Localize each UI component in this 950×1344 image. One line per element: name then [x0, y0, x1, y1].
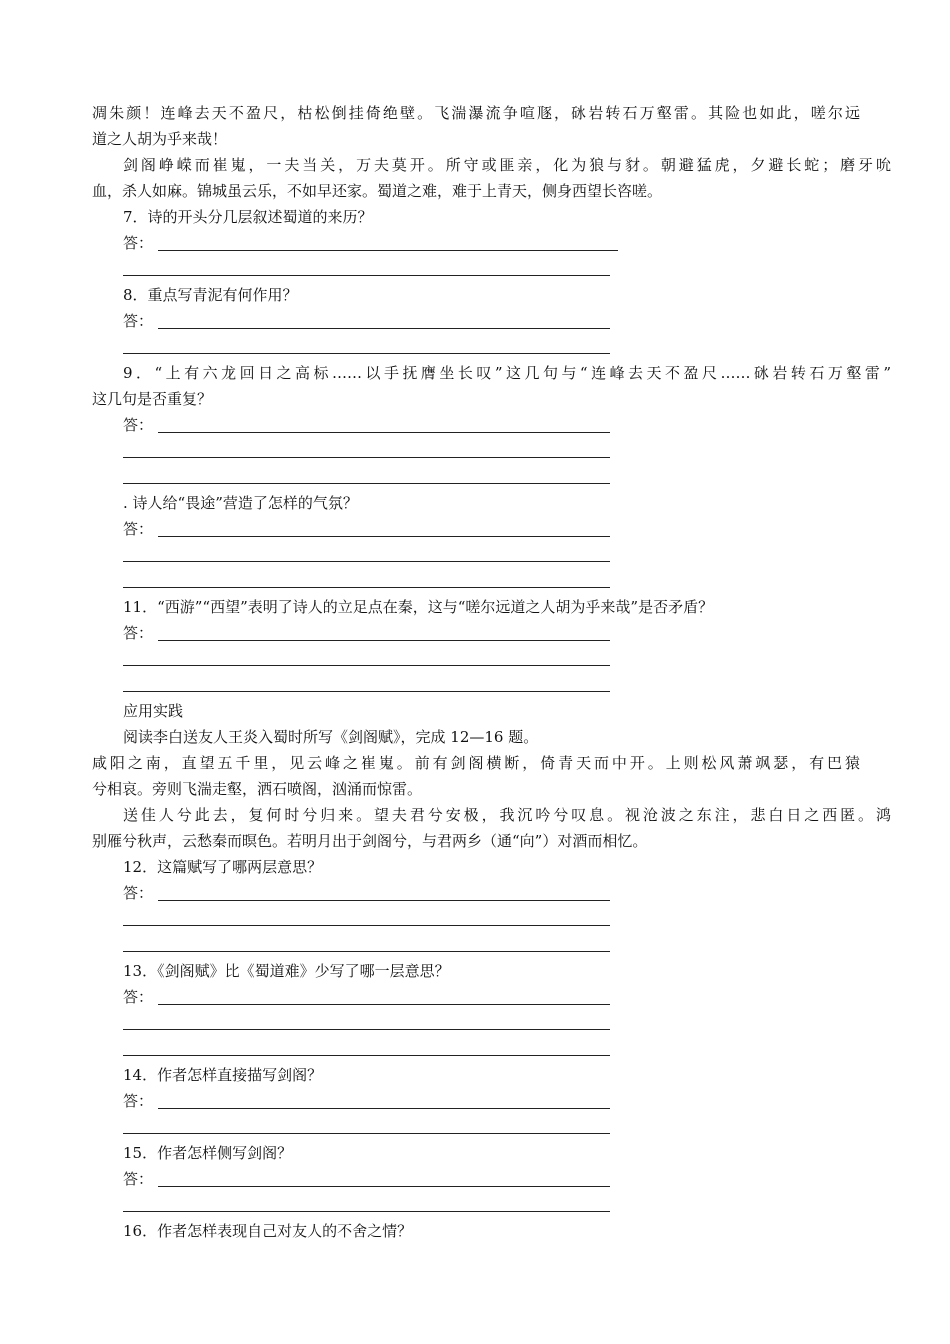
- answer-line-10b[interactable]: [123, 561, 610, 562]
- answer-label-11: 答：: [123, 624, 154, 642]
- fu-p1-line2: 兮相哀。旁则飞湍走壑，洒石喷阁，汹涌而惊雷。: [92, 780, 423, 798]
- question-13: 13．《剑阁赋》比《蜀道难》少写了哪一层意思？: [123, 962, 450, 980]
- answer-line-11b[interactable]: [123, 665, 610, 666]
- answer-line-15a[interactable]: [158, 1186, 610, 1187]
- answer-label-13: 答：: [123, 988, 154, 1006]
- fu-p1-line1: 咸阳之南，直望五千里，见云峰之崔嵬。前有剑阁横断，倚青天而中开。上则松风萧飒瑟，有巴猿: [92, 754, 860, 772]
- answer-line-12a[interactable]: [158, 900, 610, 901]
- question-9-line2: 这几句是否重复？: [92, 390, 213, 408]
- poem-p2-line1: 剑阁峥嵘而崔嵬，一夫当关，万夫莫开。所守或匪亲，化为狼与豺。朝避猛虎，夕避长蛇；磨牙吮: [123, 156, 891, 174]
- answer-line-8a[interactable]: [158, 328, 610, 329]
- answer-line-10c[interactable]: [123, 587, 610, 588]
- question-7: 7．诗的开头分几层叙述蜀道的来历？: [123, 208, 373, 226]
- answer-line-10a[interactable]: [158, 536, 610, 537]
- answer-line-9a[interactable]: [158, 432, 610, 433]
- answer-line-14b[interactable]: [123, 1133, 610, 1134]
- fu-p2-line1: 送佳人兮此去，复何时兮归来。望夫君兮安极，我沉吟兮叹息。视沧波之东注，悲白日之西匿。鸿: [123, 806, 891, 824]
- section-intro: 阅读李白送友人王炎入蜀时所写《剑阁赋》，完成 12—16 题。: [123, 728, 539, 746]
- question-8: 8．重点写青泥有何作用？: [123, 286, 298, 304]
- question-15: 15．作者怎样侧写剑阁？: [123, 1144, 293, 1162]
- question-14: 14．作者怎样直接描写剑阁？: [123, 1066, 323, 1084]
- section-heading: 应用实践: [123, 702, 184, 720]
- poem-p2-line2: 血，杀人如麻。锦城虽云乐，不如早还家。蜀道之难，难于上青天，侧身西望长咨嗟。: [92, 182, 663, 200]
- answer-label-12: 答：: [123, 884, 154, 902]
- answer-line-9b[interactable]: [123, 457, 610, 458]
- answer-label-9: 答：: [123, 416, 154, 434]
- question-11: 11．“西游”“西望”表明了诗人的立足点在秦，这与“嗟尔远道之人胡为乎来哉”是否矛盾？: [123, 598, 714, 616]
- question-9-line1: 9．“上有六龙回日之高标……以手抚膺坐长叹”这几句与“连峰去天不盈尺……砯岩转石万壑雷”: [123, 364, 891, 382]
- answer-label-10: 答：: [123, 520, 154, 538]
- answer-line-13a[interactable]: [158, 1004, 610, 1005]
- answer-label-7: 答：: [123, 234, 154, 252]
- answer-line-12b[interactable]: [123, 925, 610, 926]
- answer-line-13b[interactable]: [123, 1029, 610, 1030]
- answer-line-11a[interactable]: [158, 640, 610, 641]
- answer-label-14: 答：: [123, 1092, 154, 1110]
- answer-line-8b[interactable]: [123, 353, 610, 354]
- answer-label-8: 答：: [123, 312, 154, 330]
- poem-p1-line1: 凋朱颜！连峰去天不盈尺，枯松倒挂倚绝壁。飞湍瀑流争喧豗，砯岩转石万壑雷。其险也如此，嗟尔远: [92, 104, 860, 122]
- answer-line-14a[interactable]: [158, 1108, 610, 1109]
- question-10: . 诗人给“畏途”营造了怎样的气氛？: [123, 494, 358, 512]
- question-16: 16．作者怎样表现自己对友人的不舍之情？: [123, 1222, 413, 1240]
- answer-line-12c[interactable]: [123, 951, 610, 952]
- answer-line-13c[interactable]: [123, 1055, 610, 1056]
- answer-line-15b[interactable]: [123, 1211, 610, 1212]
- answer-line-7a[interactable]: [158, 250, 618, 251]
- answer-line-11c[interactable]: [123, 691, 610, 692]
- answer-line-9c[interactable]: [123, 483, 610, 484]
- question-12: 12．这篇赋写了哪两层意思？: [123, 858, 323, 876]
- answer-line-7b[interactable]: [123, 275, 610, 276]
- fu-p2-line2: 别雁兮秋声，云愁秦而暝色。若明月出于剑阁兮，与君两乡（通“向”）对酒而相忆。: [92, 832, 648, 850]
- answer-label-15: 答：: [123, 1170, 154, 1188]
- poem-p1-line2: 道之人胡为乎来哉！: [92, 130, 228, 148]
